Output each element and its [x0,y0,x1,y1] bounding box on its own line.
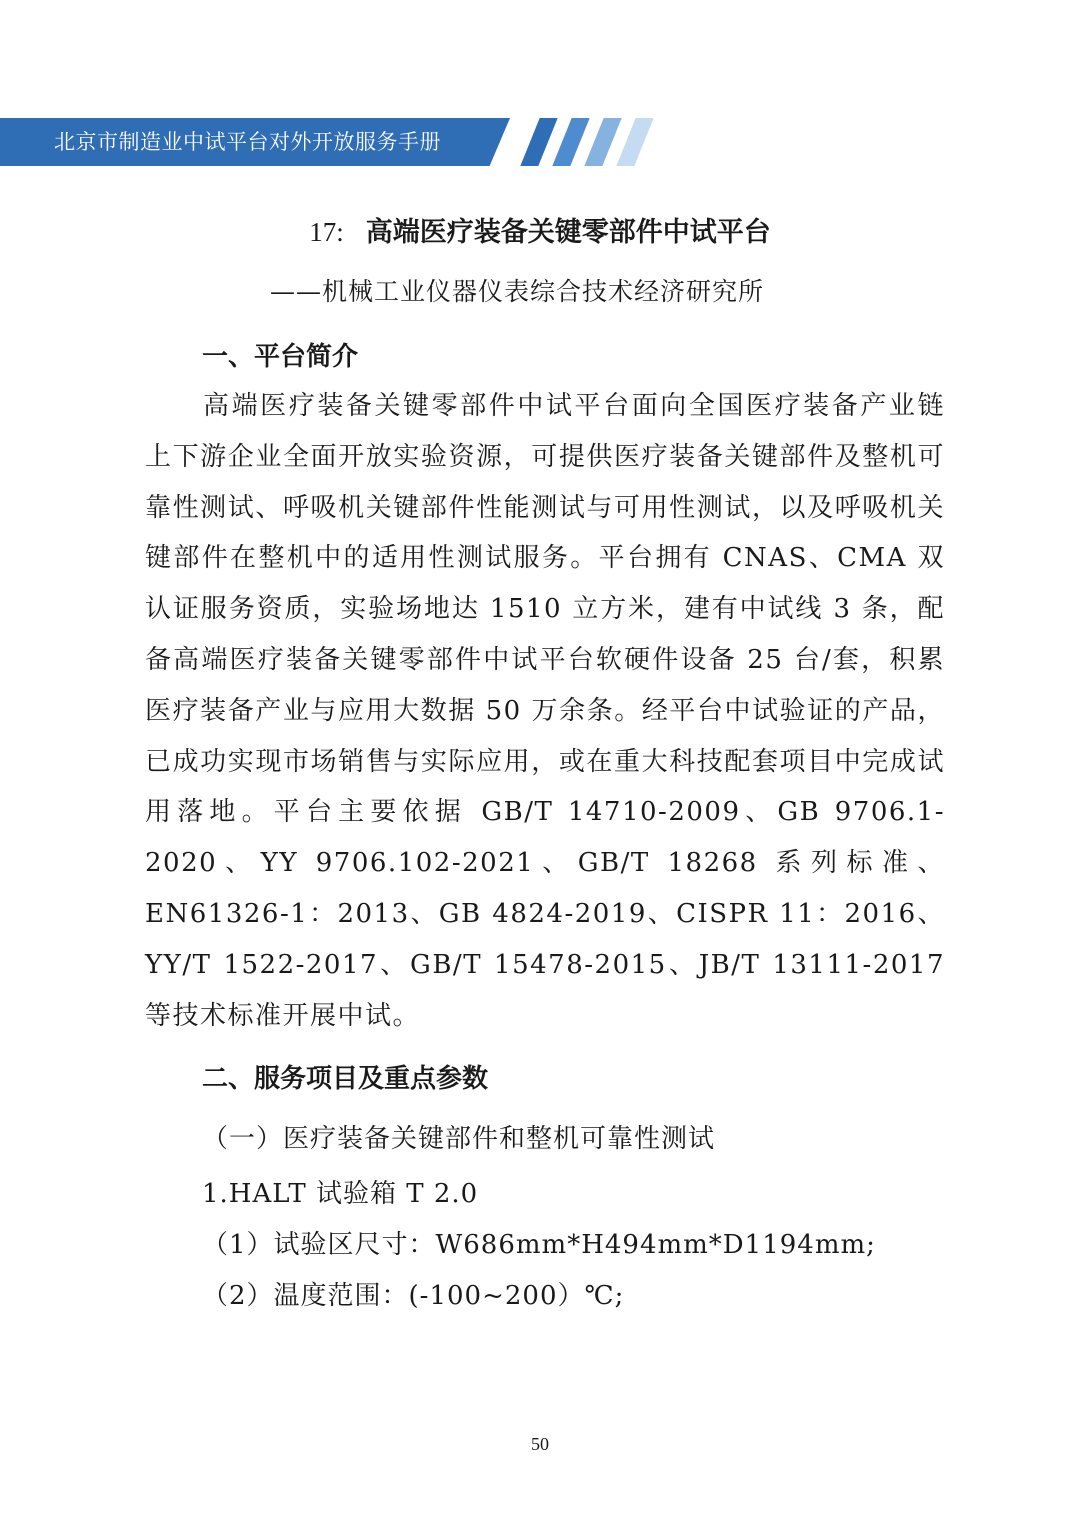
title-number: 17: [309,217,344,247]
parameter-item: （1）试验区尺寸：W686mm*H494mm*D1194mm; [202,1230,876,1260]
header-stripe-decoration [616,118,653,166]
page-number: 50 [531,1434,549,1454]
header-stripe-decoration [552,118,589,166]
intro-paragraph: 高端医疗装备关键零部件中试平台面向全国医疗装备产业链上下游企业全面开放实验资源，可提供医疗装备关键部件及整机可靠性测试、呼吸机关键部件性能测试与可用性测试，以及呼吸机关键部件在整机中的适用性测试服务。平台拥有 CNAS、CMA 双认证服务资质，实验场地达 1510 立方米，建有中试线 3 条，配备高端医疗装备关键零部件中试平台软硬件设备 25 台/套，积累医疗装备产业与应用大数据 50 万余条。经平台中试验证的产品，已成功实现市场销售与实际应用，或在重大科技配套项目中完成试用落地。平台主要依据 GB/T 14710-2009、GB 9706.1-2020、YY 9706.102-2021、GB/T 18268 系列标准、EN61326-1：2013、GB 4824-2019、CISPR 11：2016、YY/T 1522-2017、GB/T 15478-2015、JB/T 13111-2017 等技术标准开展中试。 [145,391,945,1031]
service-subheading: （一）医疗装备关键部件和整机可靠性测试 [202,1124,716,1154]
header-stripe-decoration [520,118,557,166]
header-title: 北京市制造业中试平台对外开放服务手册 [54,130,441,154]
section-heading-services: 二、服务项目及重点参数 [202,1064,489,1094]
document-subtitle: ——机械工业仪器仪表综合技术经济研究所 [270,277,765,306]
parameter-item: （2）温度范围：(-100~200）℃; [202,1281,625,1311]
title-text: 高端医疗装备关键零部件中试平台 [365,217,771,248]
equipment-item: 1.HALT 试验箱 T 2.0 [202,1179,479,1209]
document-title [0,210,1080,249]
section-heading-intro: 一、平台简介 [202,342,359,372]
header-stripe-decoration [584,118,621,166]
